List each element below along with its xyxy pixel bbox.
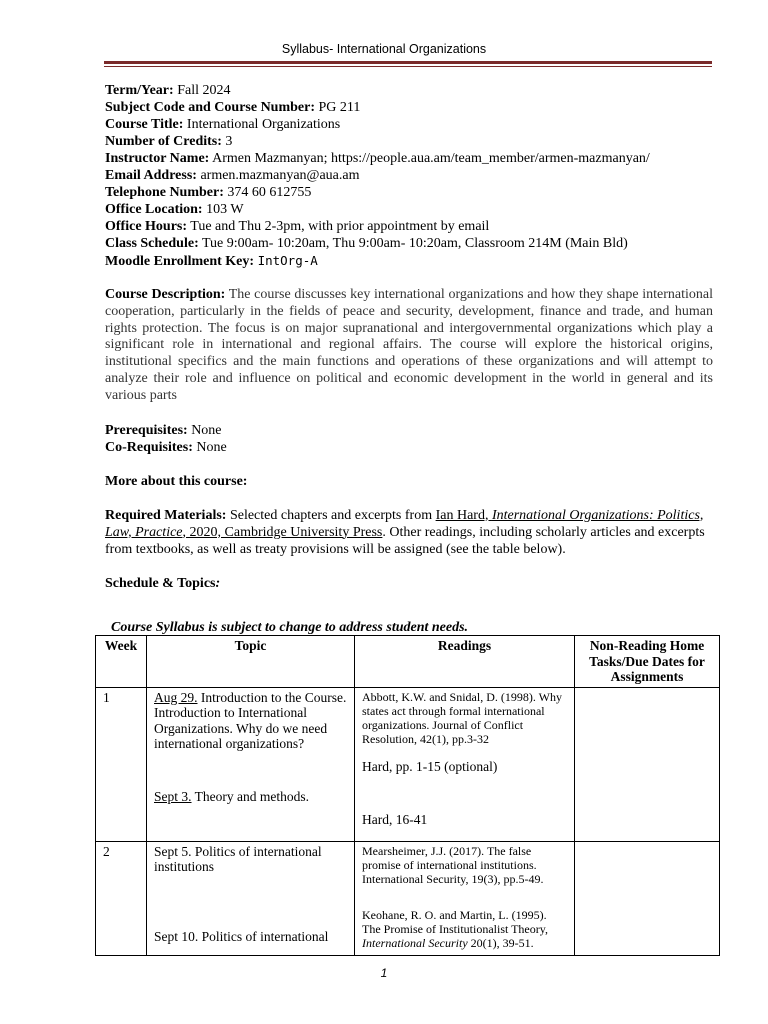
document-body [105,82,713,592]
email-value: armen.mazmanyan@aua.am [200,168,360,183]
schedule-heading: Schedule & Topics: [105,575,221,591]
email-line: Email Address: armen.mazmanyan@aua.am [105,168,360,183]
readings-cell: Mearsheimer, J.J. (2017). The false promise of international institutions. International Security, 19(3), pp.5-49. Keohane, R. O. and Martin, L. (1995). The Promise of Institutionalist Theory, International Security 20(1), 39-51. [355,841,575,955]
term-line: Term/Year: Fall 2024 [105,83,231,98]
credits-line: Number of Credits: 3 [105,134,233,149]
corequisites-line: Co-Requisites: None [105,439,227,455]
header-rule-thick [104,61,712,64]
office-line: Office Location: 103 W [105,202,244,217]
title-value: International Organizations [186,117,341,132]
code-value: PG 211 [318,100,361,115]
topic-cell: Aug 29. Introduction to the Course. Introduction to International Organizations. Why do we need international organizations? Sept 3. Theory and methods. [147,687,355,841]
moodle-line: Moodle Enrollment Key: IntOrg-A [105,253,318,269]
hours-value: Tue and Thu 2-3pm, with prior appointment by email [190,219,490,234]
table-header-row [96,636,720,688]
column-header-readings: Readings [355,636,575,688]
more-about-heading: More about this course: [105,473,248,489]
office-value: 103 W [206,202,244,217]
readings-cell: Abbott, K.W. and Snidal, D. (1998). Why states act through formal international organizations. Journal of Conflict Resolution, 42(1), pp.3-32 Hard, pp. 1-15 (optional) Hard, 16-41 [355,687,575,841]
table-row [96,687,720,841]
week-cell: 2 [96,841,147,955]
phone-line: Telephone Number: 374 60 612755 [105,185,312,200]
phone-value: 374 60 612755 [227,185,312,200]
schedule-table [95,635,720,956]
page-header: Syllabus- International Organizations [281,42,487,56]
topic-cell: Sept 5. Politics of international institutions Sept 10. Politics of international [147,841,355,955]
tasks-cell [575,841,720,955]
prerequisites-line: Prerequisites: None [105,422,222,438]
instructor-line: Instructor Name: Armen Mazmanyan; https://people.aua.am/team_member/armen-mazmanyan/ [105,151,650,166]
code-line: Subject Code and Course Number: PG 211 [105,100,361,115]
page-number: 1 [380,966,388,980]
schedule-value: Tue 9:00am- 10:20am, Thu 9:00am- 10:20am, Classroom 214M (Main Bld) [201,236,628,251]
table-row [96,841,720,955]
hours-line: Office Hours: Tue and Thu 2-3pm, with prior appointment by email [105,219,490,234]
term-value: Fall 2024 [177,83,231,98]
week-cell: 1 [96,687,147,841]
book-citation-link[interactable]: Ian Hard, International Organizations: Politics, Law, Practice, 2020, Cambridge University Press [105,507,704,540]
syllabus-change-note: Course Syllabus is subject to change to address student needs. [111,620,469,635]
required-materials: Required Materials: Selected chapters and excerpts from Ian Hard, International Organizations: Politics, Law, Practice, 2020, Cambridge University Press. Other readings, including scholarly articles and excerpts from textbooks, as well as treaty provisions will be assigned (see the table below). [105,507,705,557]
column-header-week: Week [96,636,147,688]
course-description: Course Description: The course discusses key international organizations and how they shape international cooperation, particularly in the fields of peace and security, development, finance and trade, and human rights protection. The focus is on major supranational and intergovernmental organizations which play a significant role in international and regional affairs. The course will explore the historical origins, institutional specifics and the main functions and operations of these organizations and will attempt to analyze their role and influence on political and economic development in the world in general and its various parts [105,287,714,403]
title-line: Course Title: International Organizations [105,117,341,132]
credits-value: 3 [225,134,233,149]
column-header-topic: Topic [147,636,355,688]
tasks-cell [575,687,720,841]
instructor-value: Armen Mazmanyan; https://people.aua.am/team_member/armen-mazmanyan/ [212,151,650,166]
schedule-line: Class Schedule: Tue 9:00am- 10:20am, Thu 9:00am- 10:20am, Classroom 214M (Main Bld) [105,236,628,251]
column-header-tasks: Non-Reading Home Tasks/Due Dates for Assignments [575,636,720,688]
header-rule-thin [104,66,712,67]
moodle-key: IntOrg-A [257,253,318,268]
